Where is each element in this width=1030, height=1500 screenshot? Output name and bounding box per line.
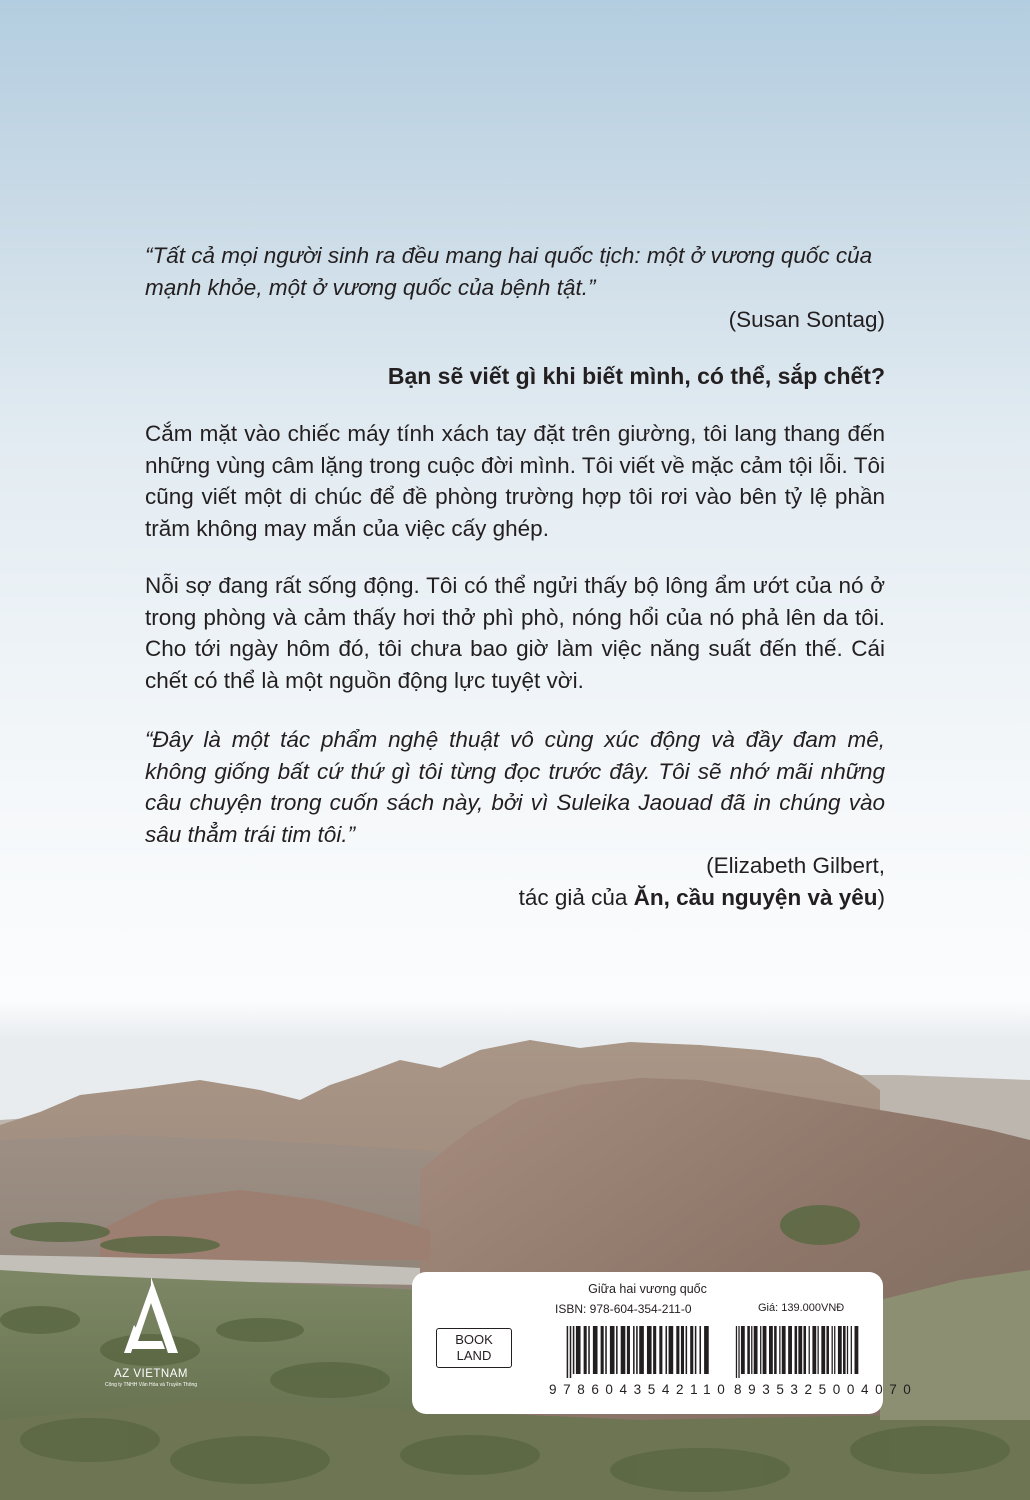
barcode-bar <box>769 1326 773 1374</box>
barcode-bar <box>616 1326 618 1374</box>
barcode-bar <box>821 1326 825 1374</box>
bookland-line2: LAND <box>456 1348 492 1363</box>
barcode-bar <box>803 1326 806 1374</box>
barcode-bar <box>621 1326 626 1374</box>
barcode-bar <box>690 1326 693 1374</box>
barcode-bar <box>843 1326 846 1374</box>
barcode-panel <box>412 1272 918 1414</box>
isbn-barcode <box>562 1326 718 1378</box>
attribution-suffix: ) <box>877 885 885 910</box>
barcode-bar <box>681 1326 684 1374</box>
barcode-bar <box>653 1326 656 1374</box>
barcode-bar <box>795 1326 798 1374</box>
barcode-bar <box>812 1326 816 1374</box>
barcode-bar <box>754 1326 758 1374</box>
barcode-bar <box>741 1326 745 1374</box>
barcode-bar <box>855 1326 859 1374</box>
barcode-guard-bar <box>570 1326 572 1378</box>
barcode-bar <box>639 1326 644 1374</box>
barcode-bar <box>593 1326 598 1374</box>
barcode-bar <box>665 1326 667 1374</box>
barcode-guard-bar <box>738 1326 739 1378</box>
barcode-bar <box>798 1326 802 1374</box>
product-barcode-number: 8935325004070 <box>734 1382 918 1397</box>
barcode-bar <box>676 1326 679 1374</box>
barcode-bar <box>751 1326 752 1374</box>
publisher-subtitle: Công ty TNHH Văn Hóa và Truyền Thông <box>104 1382 198 1388</box>
book-title: Giữa hai vương quốc <box>588 1282 707 1296</box>
excerpt-paragraph-1: Cắm mặt vào chiếc máy tính xách tay đặt trên giường, tôi lang thang đến những vùng câm lặng trong cuộc đời mình. Tôi viết về mặc cảm tội lỗi. Tôi cũng viết một di chúc để đề phòng trường hợp tôi rơi vào bên tỷ lệ phần trăm không may mắn của việc cấy ghép. <box>145 421 885 541</box>
endorsement-quote: “Đây là một tác phẩm nghệ thuật vô cùng xúc động và đầy đam mê, không giống bất cứ thứ gì tôi từng đọc trước đây. Tôi sẽ nhớ mãi những câu chuyện trong cuốn sách này, bởi vì Suleika Jaouad đã in chúng vào sâu thẳm trái tim tôi.” <box>145 727 885 847</box>
barcode-bar <box>584 1326 587 1374</box>
barcode-bar <box>605 1326 607 1374</box>
barcode-bar <box>699 1326 701 1374</box>
az-logo-icon <box>120 1275 182 1357</box>
isbn-barcode-number: 9786043542110 <box>549 1382 732 1397</box>
barcode-bar <box>695 1326 697 1374</box>
barcode-bar <box>809 1326 810 1374</box>
barcode-guard-bar <box>736 1326 737 1378</box>
barcode-bar <box>747 1326 750 1374</box>
barcode-bar <box>576 1326 581 1374</box>
barcode-bar <box>659 1326 662 1374</box>
opening-quote-attribution: (Susan Sontag) <box>728 307 885 332</box>
barcode-bar <box>834 1326 835 1374</box>
excerpt-paragraph-2: Nỗi sợ đang rất sống động. Tôi có thể ngửi thấy bộ lông ẩm ướt của nó ở trong phòng và cảm thấy hơi thở phì phò, nóng hổi của nó phả lên da tôi. Cho tới ngày hôm đó, tôi chưa bao giờ làm việc năng suất đến thế. Cái chết có thể là một nguồn động lực tuyệt vời. <box>145 573 885 693</box>
isbn-text: ISBN: 978-604-354-211-0 <box>555 1302 692 1316</box>
attribution-prefix: tác giả của <box>518 885 634 910</box>
barcode-bar <box>851 1326 852 1374</box>
barcode-bar <box>832 1326 833 1374</box>
opening-quote: “Tất cả mọi người sinh ra đều mang hai quốc tịch: một ở vương quốc của mạnh khỏe, một ở vương quốc của bệnh tật.” <box>145 243 873 300</box>
publisher-name: AZ VIETNAM <box>113 1368 188 1380</box>
barcode-bar <box>633 1326 635 1374</box>
barcode-bar <box>774 1326 777 1374</box>
barcode-bar <box>788 1326 792 1374</box>
product-barcode <box>732 1326 866 1378</box>
barcode-bar <box>782 1326 786 1374</box>
headline-question: Bạn sẽ viết gì khi biết mình, có thể, sắp chết? <box>387 363 885 389</box>
endorsement-attribution-line1: (Elizabeth Gilbert, <box>706 853 885 878</box>
barcode-bar <box>847 1326 848 1374</box>
price-text: Giá: 139.000VNĐ <box>758 1302 845 1314</box>
barcode-bar <box>838 1326 842 1374</box>
barcode-bar <box>686 1326 688 1374</box>
barcode-guard-bar <box>567 1326 569 1378</box>
barcode-bar <box>601 1326 604 1374</box>
barcode-bar <box>760 1326 761 1374</box>
barcode-bar <box>763 1326 767 1374</box>
barcode-bar <box>573 1326 575 1374</box>
barcode-bar <box>610 1326 615 1374</box>
barcode-bar <box>588 1326 590 1374</box>
attribution-book-title: Ăn, cầu nguyện và yêu <box>633 885 878 910</box>
barcode-bar <box>647 1326 652 1374</box>
barcode-bar <box>826 1326 829 1374</box>
bookland-line1: BOOK <box>455 1332 493 1347</box>
back-cover-text <box>145 240 885 914</box>
endorsement-attribution-line2 <box>145 882 885 914</box>
barcode-bar <box>779 1326 780 1374</box>
barcode-bar <box>627 1326 630 1374</box>
bookland-badge <box>436 1328 512 1368</box>
barcode-bar <box>669 1326 674 1374</box>
barcode-bar <box>636 1326 638 1374</box>
barcode-bar <box>818 1326 819 1374</box>
publisher-logo <box>76 1275 226 1388</box>
barcode-bar <box>704 1326 709 1374</box>
